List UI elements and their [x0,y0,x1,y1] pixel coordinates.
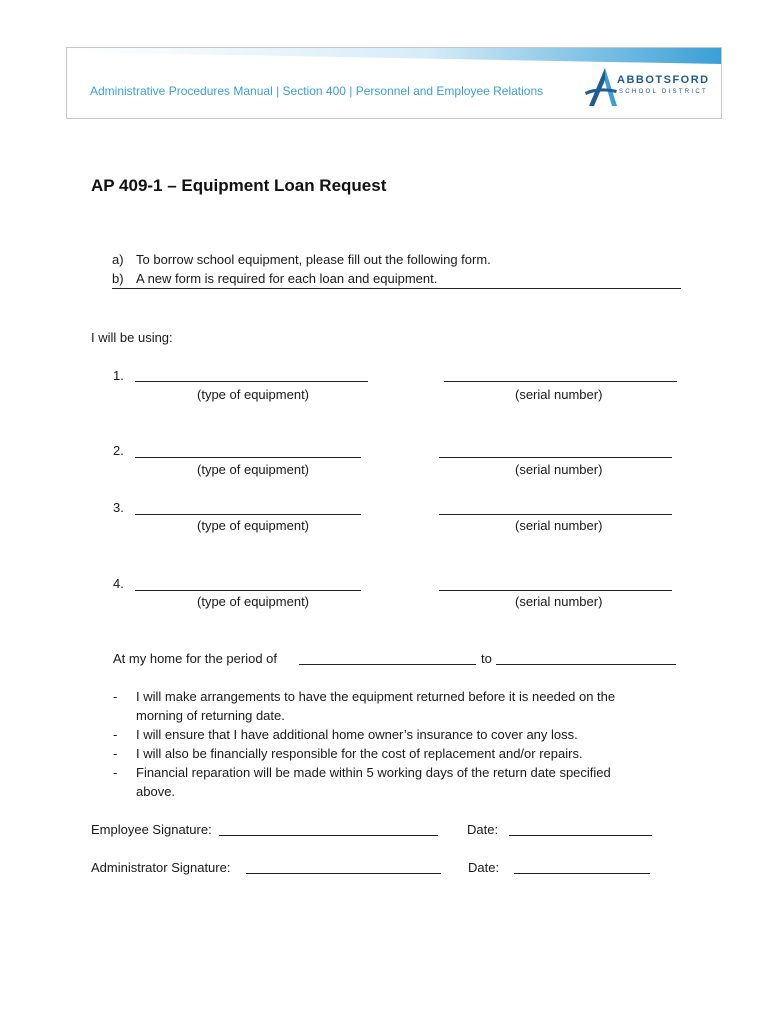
type-of-equipment-field-4[interactable] [135,577,361,591]
logo-subtitle: SCHOOL DISTRICT [619,89,708,95]
period-to-label: to [481,651,492,666]
term-1-line-2: morning of returning date. [136,708,285,723]
administrator-date-label: Date: [468,860,500,875]
serial-number-field-1[interactable] [444,368,677,382]
serial-number-field-4[interactable] [439,577,672,591]
row-number-2: 2. [113,443,124,458]
employee-date-field[interactable] [509,822,652,836]
administrator-signature-field[interactable] [246,860,441,874]
instruction-marker-a: a) [112,252,124,267]
using-label: I will be using: [91,330,173,345]
serial-caption-3: (serial number) [515,518,603,533]
row-number-4: 4. [113,576,124,591]
instruction-marker-b: b) [112,271,124,286]
period-start-field[interactable] [299,651,476,665]
instruction-b: A new form is required for each loan and equipment. [136,271,438,286]
term-4-line-2: above. [136,784,176,799]
employee-date-label: Date: [467,822,499,837]
type-caption-4: (type of equipment) [197,594,310,609]
period-end-field[interactable] [496,651,676,665]
type-caption-3: (type of equipment) [197,518,310,533]
administrator-date-field[interactable] [514,860,650,874]
serial-number-field-3[interactable] [439,501,672,515]
page-title: AP 409-1 – Equipment Loan Request [91,176,387,195]
employee-signature-field[interactable] [219,822,438,836]
term-dash-4: - [113,765,118,780]
term-4-line-1: Financial reparation will be made within 5 working days of the return date specified [136,765,611,780]
administrator-signature-label: Administrator Signature: [91,860,231,875]
type-of-equipment-field-1[interactable] [135,368,368,382]
term-dash-1: - [113,689,118,704]
serial-number-field-2[interactable] [439,444,672,458]
header-accent-band [67,48,721,64]
manual-section-text: Administrative Procedures Manual | Section 400 | Personnel and Employee Relations [90,84,544,98]
term-1-line-1: I will make arrangements to have the equipment returned before it is needed on the [136,689,616,704]
logo-name: ABBOTSFORD [617,74,710,86]
instruction-a: To borrow school equipment, please fill out the following form. [136,252,491,267]
district-logo-icon [583,66,619,108]
term-2: I will ensure that I have additional home owner’s insurance to cover any loss. [136,727,578,742]
type-of-equipment-field-2[interactable] [135,444,361,458]
type-caption-1: (type of equipment) [197,387,310,402]
type-caption-2: (type of equipment) [197,462,310,477]
term-dash-2: - [113,727,118,742]
row-number-1: 1. [113,368,124,383]
serial-caption-2: (serial number) [515,462,603,477]
term-dash-3: - [113,746,118,761]
serial-caption-4: (serial number) [515,594,603,609]
term-3: I will also be financially responsible for the cost of replacement and/or repairs. [136,746,583,761]
type-of-equipment-field-3[interactable] [135,501,361,515]
instructions-divider [112,288,681,289]
serial-caption-1: (serial number) [515,387,603,402]
period-label: At my home for the period of [113,651,278,666]
row-number-3: 3. [113,500,124,515]
employee-signature-label: Employee Signature: [91,822,212,837]
